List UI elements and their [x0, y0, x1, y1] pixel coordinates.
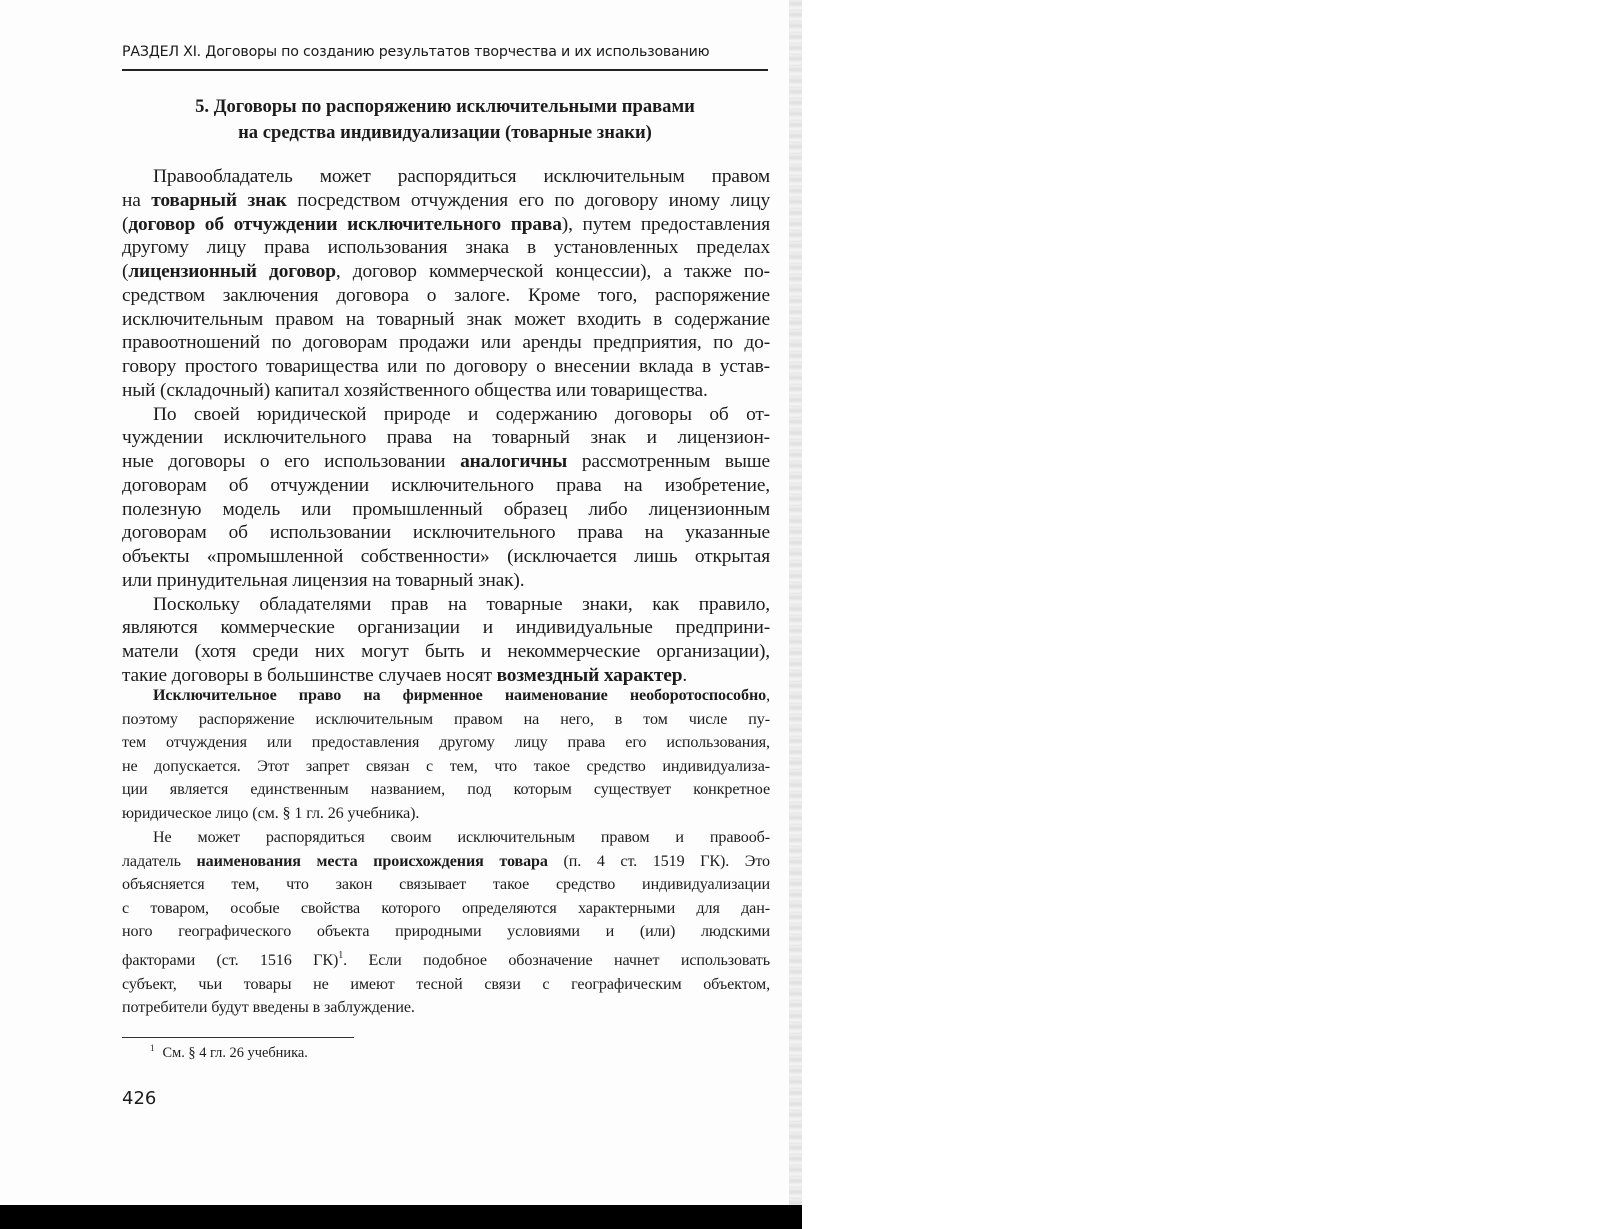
paragraph-line: объекты «промышленной собственности» (исключается лишь открытая: [122, 546, 770, 567]
paragraph-line: на товарный знак посредством отчуждения его по договору иному лицу: [122, 189, 770, 211]
paragraph-line: договорам об использовании исключительного права на указанные: [122, 522, 770, 544]
emphasis: Исключительное право на фирменное наименование необоротоспособно: [153, 687, 767, 704]
footnote-text: См. § 4 гл. 26 учебника.: [162, 1045, 308, 1061]
emphasis: лицензионный договор: [128, 261, 336, 282]
scan-bottom-band: [0, 1205, 802, 1229]
page-number: 426: [122, 1088, 157, 1109]
paragraph-line: объясняется тем, что закон связывает такое средство индивидуализации: [122, 876, 770, 894]
paragraph-line: Правообладатель может распорядиться исключительным правом: [153, 166, 770, 187]
paragraph-line: ции является единственным названием, под которым существует конкретное: [122, 781, 770, 799]
paragraph-line: правоотношений по договорам продажи или аренды предприятия, по до-: [122, 332, 770, 354]
paragraph-line: По своей юридической природе и содержанию договоры об от-: [153, 403, 770, 425]
paragraph-line: ладатель наименования места происхождения товара (п. 4 ст. 1519 ГК). Это: [122, 852, 771, 870]
section-title-line: 5. Договоры по распоряжению исключительными правами: [195, 96, 695, 117]
emphasis: договор об отчуждении исключительного права: [128, 213, 562, 235]
running-head-rule: [122, 69, 768, 71]
main-text-block: [122, 165, 770, 688]
paragraph-line: другому лицу права использования знака в установленных пределах: [122, 237, 770, 259]
paragraph-line: ный (складочный) капитал хозяйственного общества или товарищества.: [122, 379, 708, 401]
paragraph-line: Не может распорядиться своим исключительным правом и правооб-: [153, 829, 770, 846]
paragraph-line: (лицензионный договор, договор коммерческой концессии), а также по-: [122, 261, 770, 282]
paragraph-line: субъект, чьи товары не имеют тесной связи с географическим объектом,: [122, 975, 770, 993]
paragraph-line: факторами (ст. 1516 ГК)$^1$. Если подобное обозначение начнет использовать: [122, 949, 770, 969]
running-head: РАЗДЕЛ XI. Договоры по созданию результатов творчества и их использованию: [122, 44, 710, 60]
emphasis: аналогичны: [460, 451, 568, 472]
paragraph-line: ные договоры о его использовании аналогичны рассмотренным выше: [122, 451, 770, 472]
emphasis: наименования места происхождения товара: [196, 852, 548, 870]
page-gutter-shadow: [789, 0, 802, 1205]
paragraph-line: ного географического объекта природными условиями и (или) людскими: [122, 923, 770, 941]
paragraph-line: Поскольку обладателями прав на товарные знаки, как правило,: [153, 593, 770, 615]
footnote-reference: 1: [338, 949, 344, 961]
paragraph-line: чуждении исключительного права на товарный знак и лицензион-: [122, 427, 770, 449]
footnote-rule: [122, 1037, 354, 1038]
paragraph-line: такие договоры в большинстве случаев носят возмездный характер.: [122, 664, 688, 686]
paragraph-line: потребители будут введены в заблуждение.: [122, 999, 415, 1017]
paragraph-line: полезную модель или промышленный образец либо лицензионным: [122, 498, 770, 520]
emphasis: возмездный характер: [496, 664, 683, 686]
paragraph-line: с товаром, особые свойства которого определяются характерными для дан-: [122, 899, 770, 917]
book-page: [0, 0, 802, 1205]
paragraph-line: тем отчуждения или предоставления другому лицу права его использования,: [122, 734, 770, 752]
emphasis: товарный знак: [151, 189, 287, 211]
paragraph-line: договорам об отчуждении исключительного права на изобретение,: [122, 474, 770, 496]
paragraph-line: поэтому распоряжение исключительным правом на него, в том числе пу-: [122, 710, 770, 728]
paragraph-line: говору простого товарищества или по договору о внесении вклада в устав-: [122, 356, 770, 377]
paragraph-line: или принудительная лицензия на товарный знак).: [122, 569, 525, 591]
paragraph-line: юридическое лицо (см. § 1 гл. 26 учебника).: [122, 804, 420, 822]
footnote-marker: 1: [150, 1043, 155, 1053]
paragraph-line: не допускается. Этот запрет связан с тем, что такое средство индивидуализа-: [122, 757, 770, 775]
section-title: [122, 94, 768, 146]
paragraph-line: средством заключения договора о залоге. Кроме того, распоряжение: [122, 284, 770, 306]
paragraph-line: исключительным правом на товарный знак может входить в содержание: [122, 308, 770, 330]
footnote: [150, 1043, 308, 1062]
small-text-block: [122, 826, 770, 1020]
paragraph-line: являются коммерческие организации и индивидуальные предприни-: [122, 617, 770, 639]
section-title-line: на средства индивидуализации (товарные знаки): [238, 122, 652, 143]
paragraph-line: (договор об отчуждении исключительного права), путем предоставления: [122, 213, 770, 235]
small-text-block: [122, 684, 770, 826]
paragraph-line: матели (хотя среди них могут быть и некоммерческие организации),: [122, 641, 770, 662]
paragraph-line: Исключительное право на фирменное наименование необоротоспособно,: [153, 687, 770, 704]
